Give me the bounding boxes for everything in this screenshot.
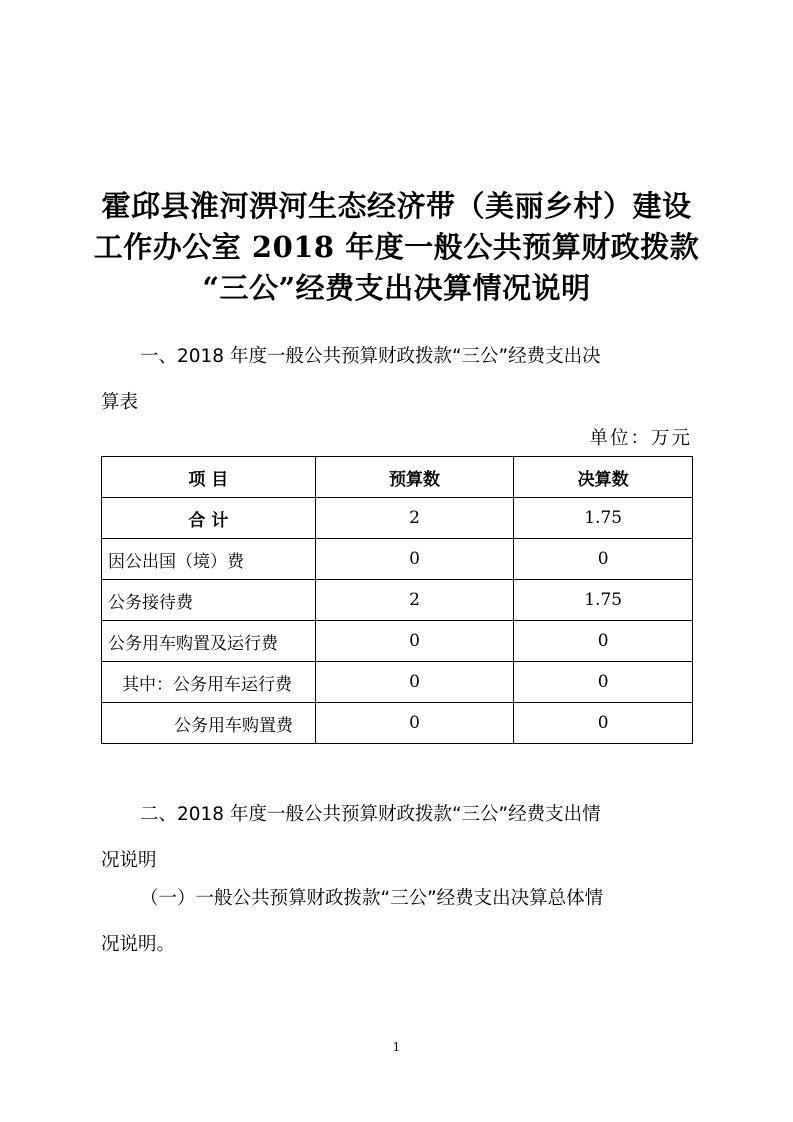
row-final: 1.75 <box>514 580 693 621</box>
subsection-1-line-1 <box>101 876 693 922</box>
row-budget: 0 <box>315 621 514 662</box>
header-budget: 预算数 <box>315 457 514 498</box>
row-final: 1.75 <box>514 498 693 539</box>
subsection-1-heading <box>101 876 693 968</box>
row-final: 0 <box>514 662 693 703</box>
row-budget: 2 <box>315 498 514 539</box>
section-2-line-2: 况说明 <box>101 850 157 871</box>
row-final: 0 <box>514 539 693 580</box>
table-row-total <box>102 498 693 539</box>
table-header-row <box>102 457 693 498</box>
page-number: 1 <box>392 1040 401 1054</box>
section-1-line-2: 算表 <box>101 392 139 413</box>
table-row <box>102 662 693 703</box>
subsection-1-line-2: 况说明。 <box>101 934 176 955</box>
table-row <box>102 539 693 580</box>
section-1-heading <box>101 334 693 426</box>
row-final: 0 <box>514 703 693 744</box>
row-budget: 0 <box>315 703 514 744</box>
header-final: 决算数 <box>514 457 693 498</box>
row-budget: 2 <box>315 580 514 621</box>
section-2-line-1-text: 二、2018 年度一般公共预算财政拨款“三公”经费支出情 <box>140 804 601 825</box>
subsection-1-line-1-text: （一）一般公共预算财政拨款“三公”经费支出决算总体情 <box>140 888 604 909</box>
section-1-line-1 <box>101 334 693 380</box>
row-final: 0 <box>514 621 693 662</box>
section-1-line-1-text: 一、2018 年度一般公共预算财政拨款“三公”经费支出决 <box>140 346 601 367</box>
title-line-3: “三公”经费支出决算情况说明 <box>202 271 591 305</box>
table-row <box>102 580 693 621</box>
row-item: 其中：公务用车运行费 <box>102 662 316 703</box>
row-item: 公务用车购置及运行费 <box>102 621 316 662</box>
three-public-expenses-table <box>101 456 693 744</box>
title-line-2: 工作办公室 2018 年度一般公共预算财政拨款 <box>93 230 700 264</box>
table-row <box>102 703 693 744</box>
header-item: 项 目 <box>102 457 316 498</box>
table-row <box>102 621 693 662</box>
row-item: 公务用车购置费 <box>102 703 316 744</box>
section-2-heading <box>101 792 693 884</box>
unit-label: 单位：万元 <box>589 428 692 449</box>
row-budget: 0 <box>315 662 514 703</box>
row-budget: 0 <box>315 539 514 580</box>
row-item: 公务接待费 <box>102 580 316 621</box>
section-2-line-1 <box>101 792 693 838</box>
document-title <box>90 186 703 309</box>
title-line-1: 霍邱县淮河淠河生态经济带（美丽乡村）建设 <box>101 189 692 223</box>
row-item: 因公出国（境）费 <box>102 539 316 580</box>
row-item: 合 计 <box>102 498 316 539</box>
